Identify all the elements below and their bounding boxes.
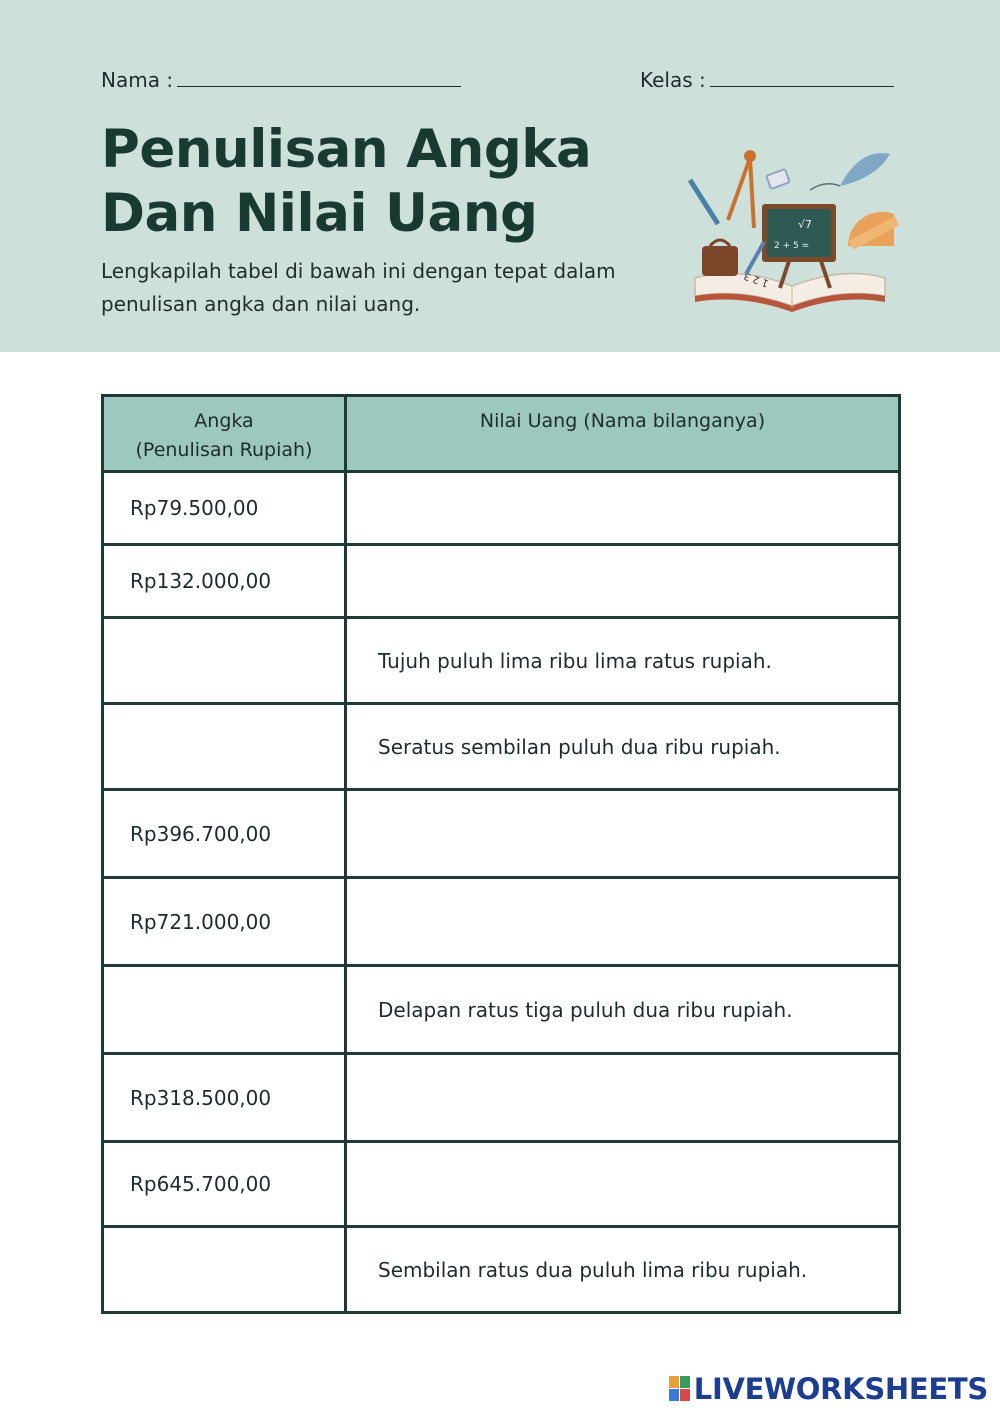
class-label: Kelas : [640,68,706,92]
angka-cell[interactable] [103,1227,346,1313]
eraser-icon [766,169,790,189]
title-line-1: Penulisan Angka [101,119,592,180]
col1-header-line1: Angka [194,410,254,432]
angka-cell[interactable]: Rp396.700,00 [103,790,346,878]
class-field[interactable] [640,66,894,92]
nilai-uang-cell[interactable]: Tujuh puluh lima ribu lima ratus rupiah. [346,618,900,704]
table-row [103,472,900,545]
pencil-icon [690,180,718,224]
column-header-nilai-uang: Nilai Uang (Nama bilanganya) [346,396,900,472]
header-panel [0,0,1000,352]
nilai-uang-cell[interactable]: Seratus sembilan puluh dua ribu rupiah. [346,704,900,790]
angka-cell[interactable]: Rp721.000,00 [103,878,346,966]
table-row [103,545,900,618]
table-row [103,1142,900,1227]
angka-cell[interactable] [103,618,346,704]
nilai-uang-cell[interactable] [346,1054,900,1142]
board-formula: 2 + 5 = [774,241,810,251]
column-header-angka [103,396,346,472]
bag-icon [702,246,738,276]
nilai-uang-cell[interactable] [346,790,900,878]
nilai-uang-cell[interactable] [346,472,900,545]
angka-cell[interactable]: Rp79.500,00 [103,472,346,545]
name-blank-line[interactable] [177,66,461,87]
answer-table [101,394,901,1314]
table-row [103,704,900,790]
liveworksheets-logo-icon [669,1376,691,1402]
name-label: Nama : [101,68,174,92]
page-title [101,118,591,246]
table-row [103,1227,900,1313]
table-header-row [103,396,900,472]
table-row [103,1054,900,1142]
title-line-2: Dan Nilai Uang [101,183,538,244]
table-row [103,878,900,966]
nilai-uang-cell[interactable] [346,545,900,618]
nilai-uang-cell[interactable]: Delapan ratus tiga puluh dua ribu rupiah. [346,966,900,1054]
class-blank-line[interactable] [710,66,894,87]
liveworksheets-watermark [669,1372,988,1406]
table-row [103,966,900,1054]
book-numbers: 1 2 3 [742,269,771,289]
table-row [103,618,900,704]
angka-cell[interactable]: Rp132.000,00 [103,545,346,618]
angka-cell[interactable] [103,704,346,790]
board-root: √7 [798,218,813,231]
angka-cell[interactable]: Rp645.700,00 [103,1142,346,1227]
col1-header-line2: (Penulisan Rupiah) [135,439,313,461]
school-supplies-illustration [680,128,910,328]
book-icon [695,274,885,307]
feather-icon [840,153,890,186]
watermark-text: LIVEWORKSHEETS [693,1372,988,1406]
table-row [103,790,900,878]
name-field[interactable] [101,66,461,92]
angka-cell[interactable]: Rp318.500,00 [103,1054,346,1142]
nilai-uang-cell[interactable] [346,1142,900,1227]
small-pencil-icon [746,242,764,274]
angka-cell[interactable] [103,966,346,1054]
nilai-uang-cell[interactable] [346,878,900,966]
instruction-text: Lengkapilah tabel di bawah ini dengan tepat dalam penulisan angka dan nilai uang. [101,259,616,316]
nilai-uang-cell[interactable]: Sembilan ratus dua puluh lima ribu rupiah. [346,1227,900,1313]
